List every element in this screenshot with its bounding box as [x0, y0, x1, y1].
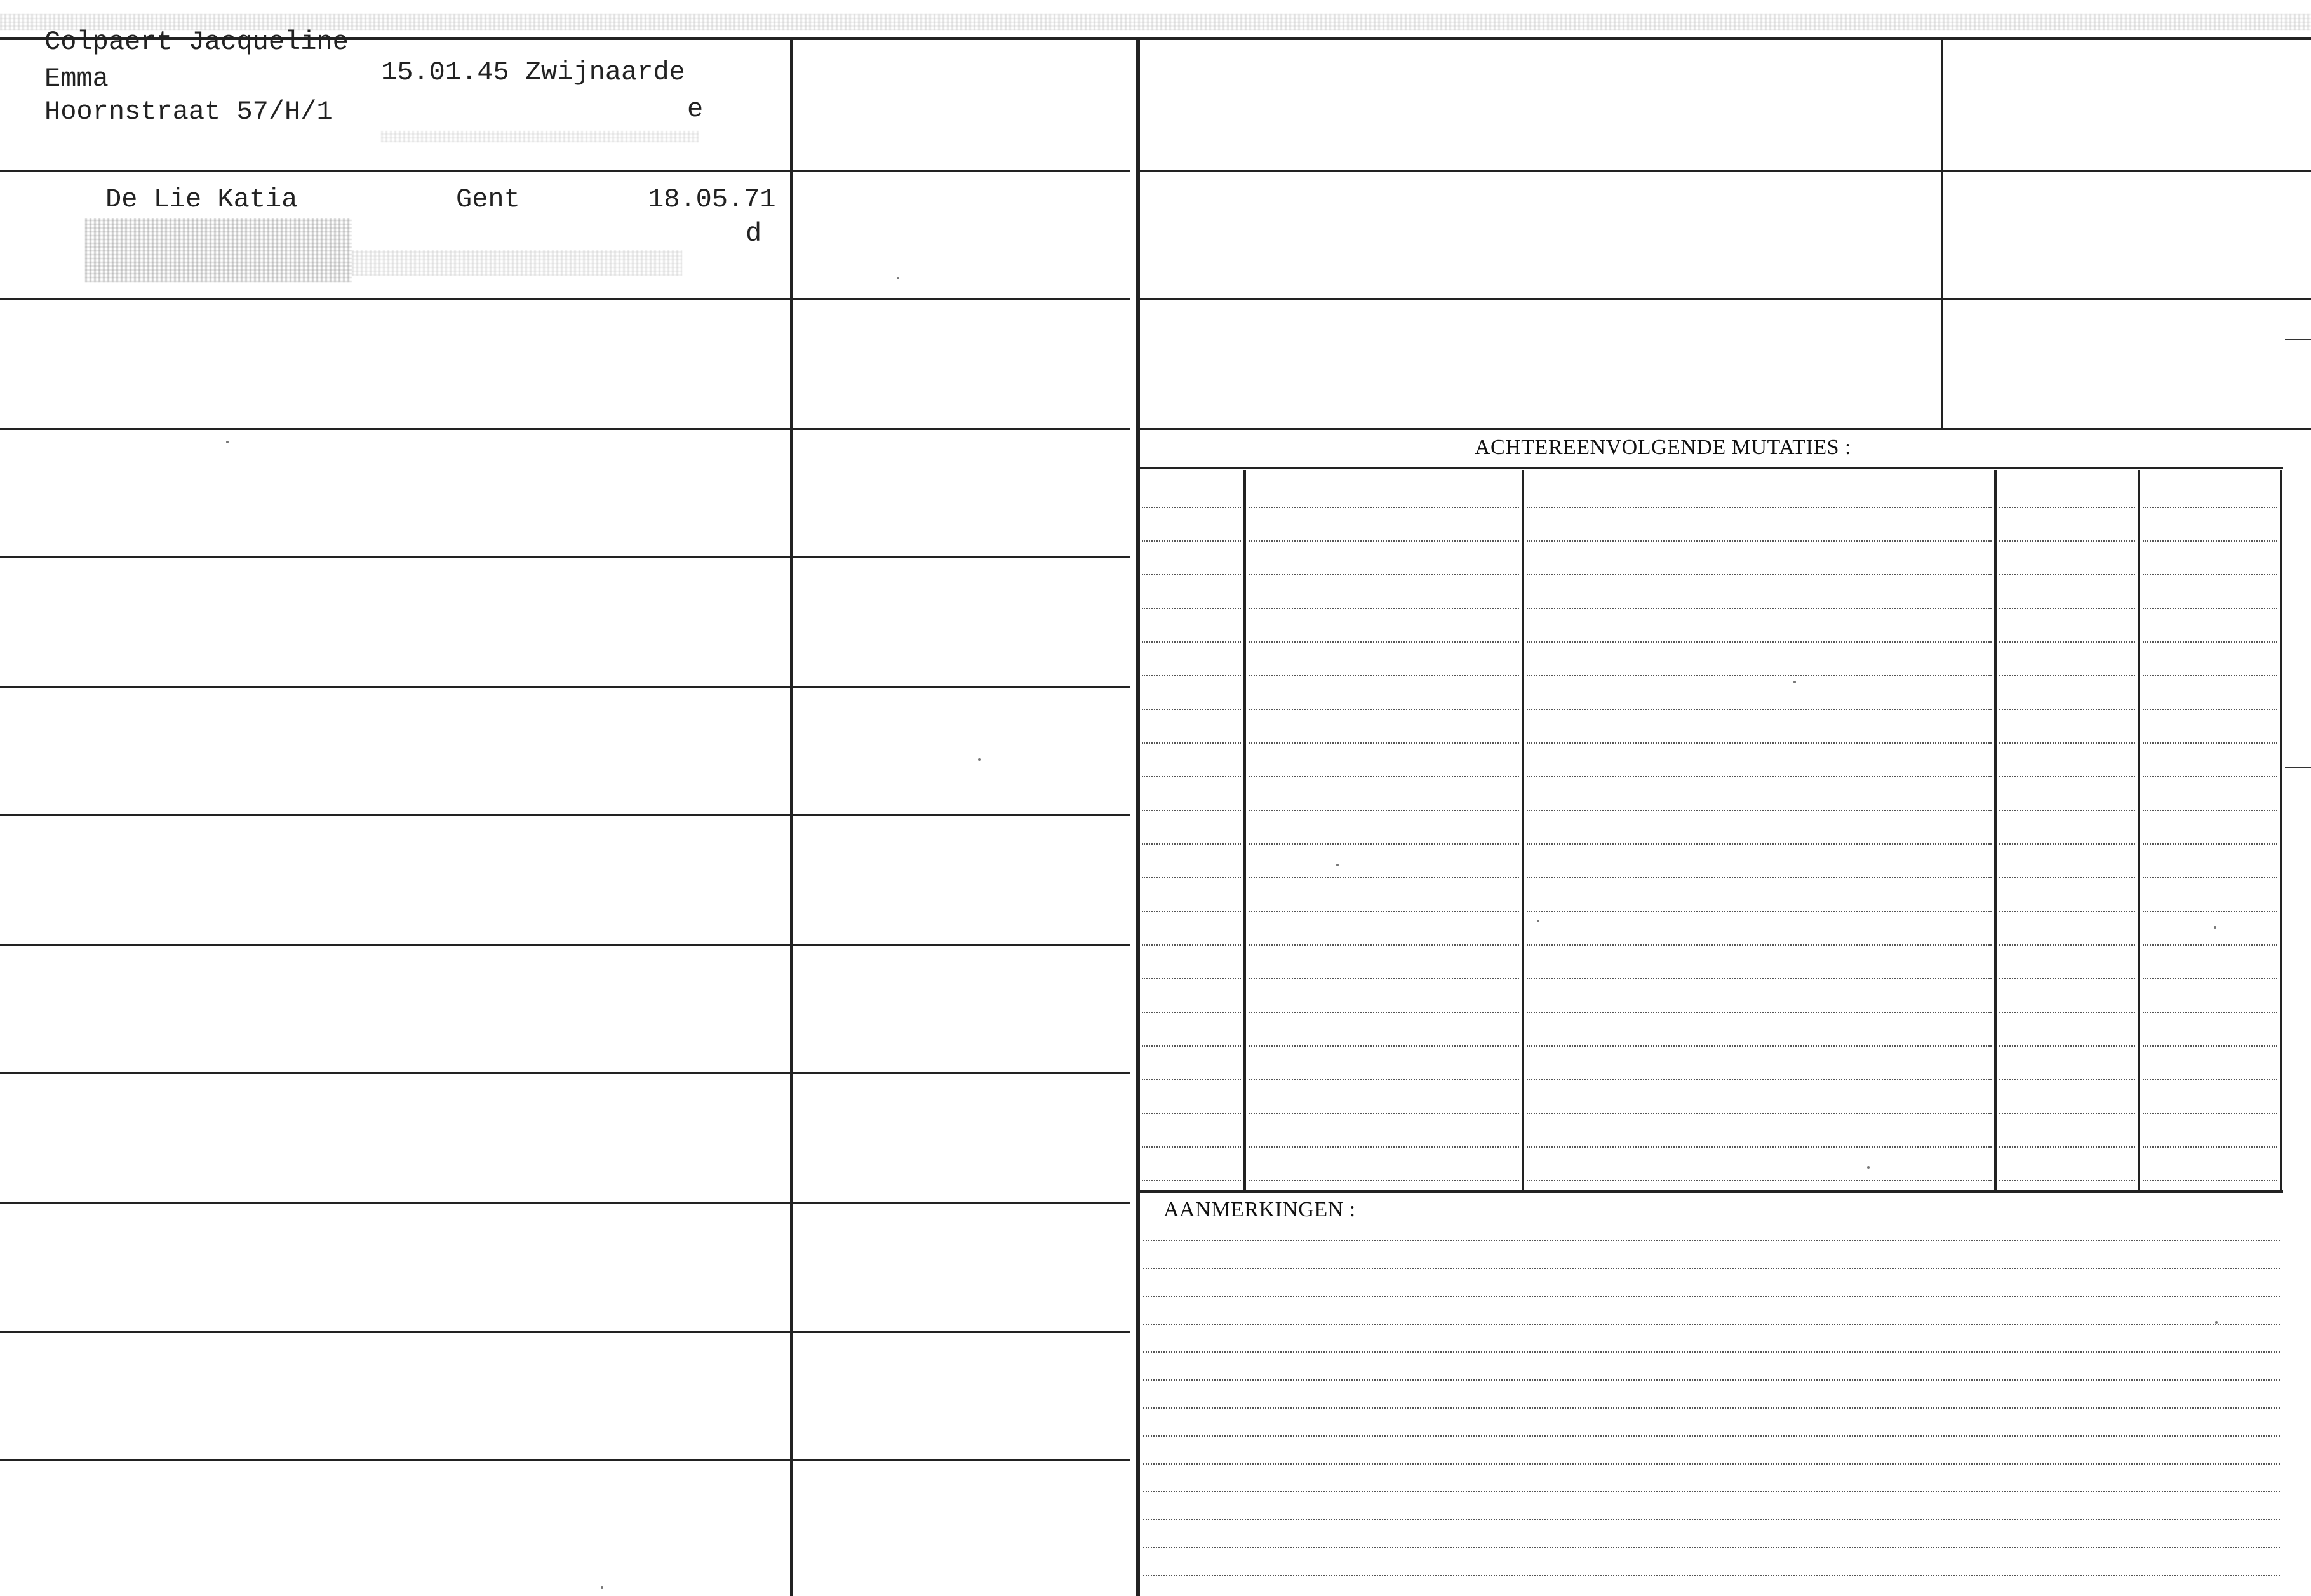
mutation-row-line: [2143, 843, 2277, 845]
mutation-row-line: [1999, 1012, 2135, 1013]
mutation-row-line: [1249, 843, 1519, 845]
mutation-row-line: [1142, 540, 1241, 542]
mutation-row-line: [1249, 1012, 1519, 1013]
record-2-name: De Lie Katia: [105, 184, 298, 215]
mutation-row-line: [1249, 810, 1519, 811]
mutation-row-line: [1527, 1045, 1992, 1047]
mutation-row-line: [2143, 911, 2277, 912]
mutation-row-line: [1142, 1146, 1241, 1148]
mutation-row-line: [1249, 608, 1519, 609]
mutation-row-line: [1249, 1113, 1519, 1114]
remark-line: [1143, 1547, 2280, 1548]
mutation-row-line: [1999, 978, 2135, 979]
mutation-row-line: [1249, 540, 1519, 542]
mutation-row-line: [1527, 1113, 1992, 1114]
mutation-row-line: [1527, 742, 1992, 744]
remark-line: [1143, 1240, 2280, 1241]
mutation-row-line: [1249, 1079, 1519, 1080]
mutation-row-line: [2143, 641, 2277, 643]
mutation-row-line: [1142, 1012, 1241, 1013]
mutation-row-line: [1999, 1045, 2135, 1047]
mutation-row-line: [2143, 1012, 2277, 1013]
record-1-birth: 15.01.45 Zwijnaarde: [381, 57, 685, 88]
edge-tick-2: [2285, 767, 2311, 768]
mutation-row-line: [1999, 574, 2135, 575]
mutation-row-line: [1142, 810, 1241, 811]
mutation-row-line: [2143, 1079, 2277, 1080]
mutation-row-line: [2143, 540, 2277, 542]
mutations-header-line: [1138, 467, 2283, 469]
mutation-row-line: [2143, 1180, 2277, 1181]
mutation-row-line: [1527, 675, 1992, 676]
column-divider-left: [790, 38, 793, 1596]
mutation-row-line: [2143, 877, 2277, 878]
mutation-row-line: [1999, 507, 2135, 508]
mutation-row-line: [1527, 608, 1992, 609]
mutation-row-line: [1142, 1079, 1241, 1080]
mutation-row-line: [1999, 540, 2135, 542]
remark-line: [1143, 1435, 2280, 1437]
remarks-title: AANMERKINGEN :: [1163, 1198, 1356, 1221]
mutation-row-line: [1249, 742, 1519, 744]
remark-line: [1143, 1491, 2280, 1492]
mutation-row-line: [1142, 877, 1241, 878]
remark-line: [1143, 1296, 2280, 1297]
mutation-row-line: [1999, 1079, 2135, 1080]
mutation-row-line: [1999, 877, 2135, 878]
mutation-row-line: [1999, 944, 2135, 946]
record-1-faded-text: [381, 131, 699, 142]
mutation-row-line: [1527, 540, 1992, 542]
mutation-row-line: [1142, 1180, 1241, 1181]
mutation-row-line: [1999, 1113, 2135, 1114]
remark-line: [1143, 1268, 2280, 1269]
remark-line: [1143, 1463, 2280, 1465]
record-1-name: Colpaert Jacqueline: [44, 27, 349, 57]
mutation-row-line: [1142, 507, 1241, 508]
mutation-row-line: [1527, 507, 1992, 508]
record-1-address: Hoornstraat 57/H/1: [44, 97, 333, 127]
mutation-row-line: [1527, 1012, 1992, 1013]
mutation-row-line: [1142, 1113, 1241, 1114]
record-2-place: Gent: [456, 184, 520, 215]
mutation-row-line: [1249, 877, 1519, 878]
mutation-row-line: [1527, 641, 1992, 643]
mutation-row-line: [1142, 675, 1241, 676]
record-2-code: d: [746, 218, 762, 249]
record-2-redacted-block: [85, 218, 352, 282]
mutation-row-line: [2143, 1045, 2277, 1047]
mutation-row-line: [1249, 1045, 1519, 1047]
mutation-row-line: [1142, 709, 1241, 710]
mutation-row-line: [1142, 944, 1241, 946]
mutation-row-line: [1527, 1180, 1992, 1181]
mutation-row-line: [1249, 911, 1519, 912]
mutation-row-line: [1999, 911, 2135, 912]
mutation-row-line: [1249, 1180, 1519, 1181]
mutation-row-line: [1142, 843, 1241, 845]
remark-line: [1143, 1324, 2280, 1325]
mutation-row-line: [1142, 911, 1241, 912]
mutation-row-line: [1142, 1045, 1241, 1047]
remark-line: [1143, 1351, 2280, 1353]
mutation-row-line: [1249, 978, 1519, 979]
mutation-row-line: [2143, 742, 2277, 744]
remark-line: [1143, 1575, 2280, 1576]
mutation-row-line: [1527, 574, 1992, 575]
mutation-row-line: [1249, 641, 1519, 643]
mutation-row-line: [2143, 574, 2277, 575]
mutation-row-line: [1527, 877, 1992, 878]
mutation-row-line: [1999, 675, 2135, 676]
mutation-row-line: [1527, 911, 1992, 912]
mutation-row-line: [1527, 709, 1992, 710]
mutation-row-line: [1999, 709, 2135, 710]
mutation-row-line: [2143, 507, 2277, 508]
record-2-faded-text: [352, 250, 682, 276]
mutation-row-line: [1142, 608, 1241, 609]
mutation-row-line: [1999, 776, 2135, 777]
mutation-row-line: [2143, 709, 2277, 710]
mutation-row-line: [1142, 742, 1241, 744]
mutation-row-line: [1999, 810, 2135, 811]
mutation-row-line: [1249, 675, 1519, 676]
mutation-row-line: [1249, 1146, 1519, 1148]
record-1-name-second: Emma: [44, 64, 109, 94]
remark-line: [1143, 1379, 2280, 1381]
column-divider-middle: [1136, 38, 1140, 1596]
edge-tick-1: [2285, 339, 2311, 340]
remark-line: [1143, 1407, 2280, 1409]
record-2-date: 18.05.71: [648, 184, 776, 215]
mutation-row-line: [1999, 608, 2135, 609]
mutation-row-line: [1527, 843, 1992, 845]
mutation-row-line: [1249, 776, 1519, 777]
mutation-row-line: [2143, 1146, 2277, 1148]
mutation-row-line: [2143, 675, 2277, 676]
record-1-code: e: [687, 94, 704, 124]
mutation-row-line: [1999, 641, 2135, 643]
mutation-row-line: [1249, 507, 1519, 508]
mutation-row-line: [1527, 776, 1992, 777]
mutation-row-line: [1999, 742, 2135, 744]
mutation-row-line: [1527, 810, 1992, 811]
mutation-row-line: [2143, 608, 2277, 609]
mutation-row-line: [1142, 776, 1241, 777]
mutation-row-line: [2143, 978, 2277, 979]
mutations-bottom-line: [1138, 1190, 2283, 1193]
mutation-row-line: [1249, 709, 1519, 710]
mutation-row-line: [1527, 1146, 1992, 1148]
mutation-row-line: [1527, 978, 1992, 979]
mutation-row-line: [1142, 574, 1241, 575]
column-divider-right-top: [1941, 38, 1943, 428]
mutation-row-line: [1527, 1079, 1992, 1080]
mutation-row-line: [1249, 944, 1519, 946]
mutation-row-line: [1249, 574, 1519, 575]
mutation-row-line: [2143, 776, 2277, 777]
mutation-row-line: [1999, 1180, 2135, 1181]
remark-line: [1143, 1519, 2280, 1520]
mutation-row-line: [1142, 978, 1241, 979]
mutation-row-line: [2143, 810, 2277, 811]
mutations-title: ACHTEREENVOLGENDE MUTATIES :: [1475, 436, 1851, 459]
mutation-row-line: [1999, 843, 2135, 845]
mutation-row-line: [1142, 641, 1241, 643]
mutation-row-line: [2143, 944, 2277, 946]
mutation-row-line: [1999, 1146, 2135, 1148]
mutation-row-line: [1527, 944, 1992, 946]
mutation-row-line: [2143, 1113, 2277, 1114]
